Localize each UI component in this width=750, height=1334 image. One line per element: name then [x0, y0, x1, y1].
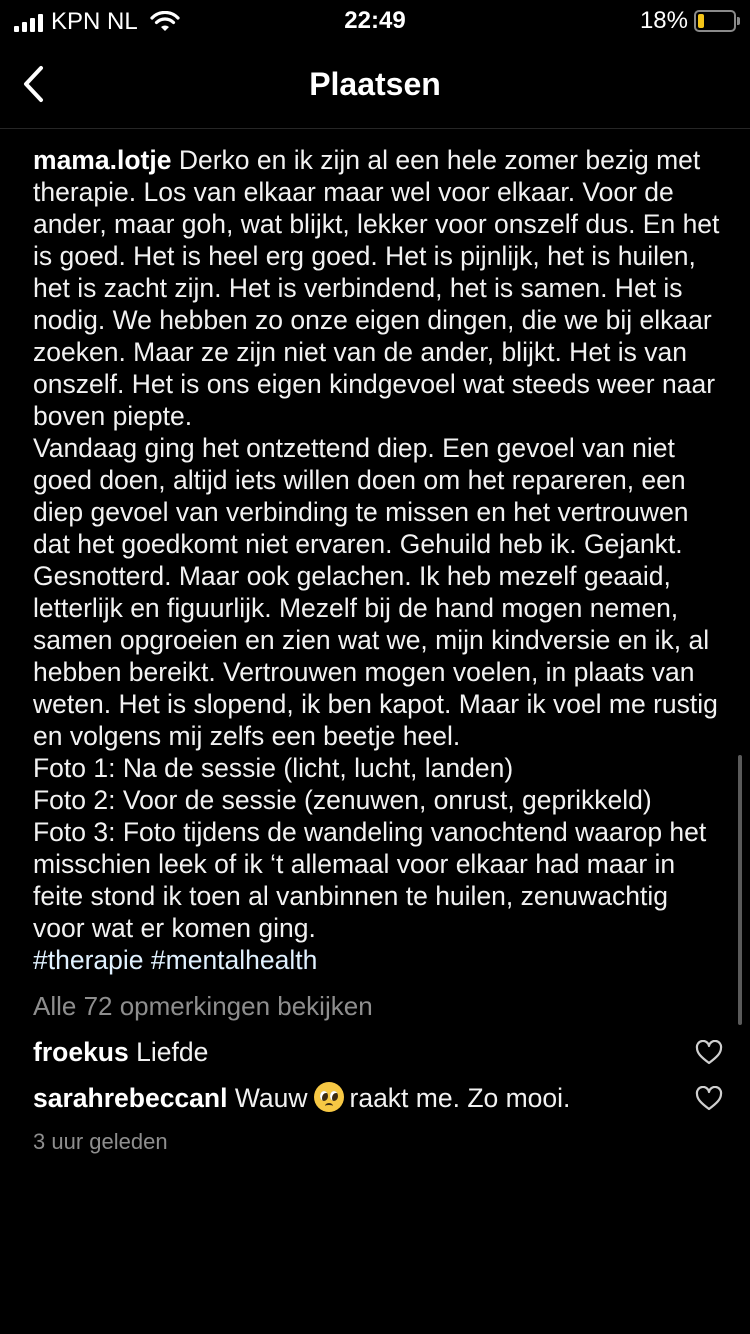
- hashtags: [33, 944, 723, 976]
- hashtag-link[interactable]: #therapie: [33, 945, 144, 975]
- heart-icon[interactable]: [695, 1040, 723, 1066]
- comment-text: raakt me. Zo mooi.: [349, 1083, 571, 1113]
- comment-username[interactable]: froekus: [33, 1037, 129, 1067]
- heart-icon[interactable]: [695, 1086, 723, 1112]
- comment-text: Wauw: [234, 1083, 308, 1113]
- nav-bar: [0, 42, 750, 129]
- scrollbar[interactable]: [738, 755, 742, 1025]
- comment-username[interactable]: sarahrebeccanl: [33, 1083, 228, 1113]
- comment-item: [33, 1036, 723, 1068]
- carrier-name: KPN NL: [51, 8, 138, 35]
- battery-fill: [698, 14, 704, 28]
- status-time: 22:49: [344, 7, 406, 34]
- page-title: Plaatsen: [309, 66, 441, 102]
- post-timestamp: 3 uur geleden: [33, 1129, 168, 1154]
- caption-paragraph: Vandaag ging het ontzettend diep. Een gevoel van niet goed doen, altijd iets willen doen om het repareren, een diep gevoel van verbinding te missen en het vertrouwen dat het goedkomt niet ervaren. Gehuild heb ik. Gejankt. Gesnotterd. Maar ook gelachen. Ik heb mezelf geaaid, letterlijk en figuurlijk. Mezelf bij de hand mogen nemen, samen opgroeien en zien wat we, mijn kindversie en ik, al hebben bereikt. Vertrouwen mogen voelen, in plaats van weten. Het is slopend, ik ben kapot. Maar ik voel me rustig en volgens mij zelfs een beetje heel.: [33, 433, 718, 751]
- caption-paragraph: Foto 3: Foto tijdens de wandeling vanochtend waarop het misschien leek of ik ‘t allemaal voor elkaar had maar in feite stond ik toen al vanbinnen te huilen, zenuwachtig voor wat er komen ging.: [33, 817, 707, 943]
- caption-paragraph: [33, 144, 723, 432]
- comment-item: [33, 1082, 723, 1114]
- post-username[interactable]: mama.lotje: [33, 145, 172, 175]
- post-caption-area: [33, 144, 723, 1158]
- caption-paragraph: Foto 1: Na de sessie (licht, lucht, landen): [33, 753, 514, 783]
- pleading-face-icon: [314, 1082, 344, 1112]
- battery-icon: [694, 10, 736, 32]
- caption-text: Derko en ik zijn al een hele zomer bezig met therapie. Los van elkaar maar wel voor elkaar. Voor de ander, maar goh, wat blijkt, lekker voor onszelf dus. En het is goed. Het is heel erg goed. Het is pijnlijk, het is huilen, het is zacht zijn. Het is verbindend, het is samen. Het is nodig. We hebben zo onze eigen dingen, die we bij elkaar zoeken. Maar ze zijn niet van de ander, blijkt. Het is van onszelf. Het is ons eigen kindgevoel wat steeds weer naar boven piepte.: [33, 145, 720, 431]
- battery-percentage: 18%: [639, 7, 688, 34]
- comment-text: Liefde: [136, 1037, 209, 1067]
- hashtag-link[interactable]: #mentalhealth: [150, 945, 318, 975]
- caption-paragraph: Foto 2: Voor de sessie (zenuwen, onrust, geprikkeld): [33, 785, 652, 815]
- view-all-comments-link[interactable]: Alle 72 opmerkingen bekijken: [33, 991, 373, 1021]
- status-bar: [0, 0, 750, 42]
- status-right: [640, 7, 736, 35]
